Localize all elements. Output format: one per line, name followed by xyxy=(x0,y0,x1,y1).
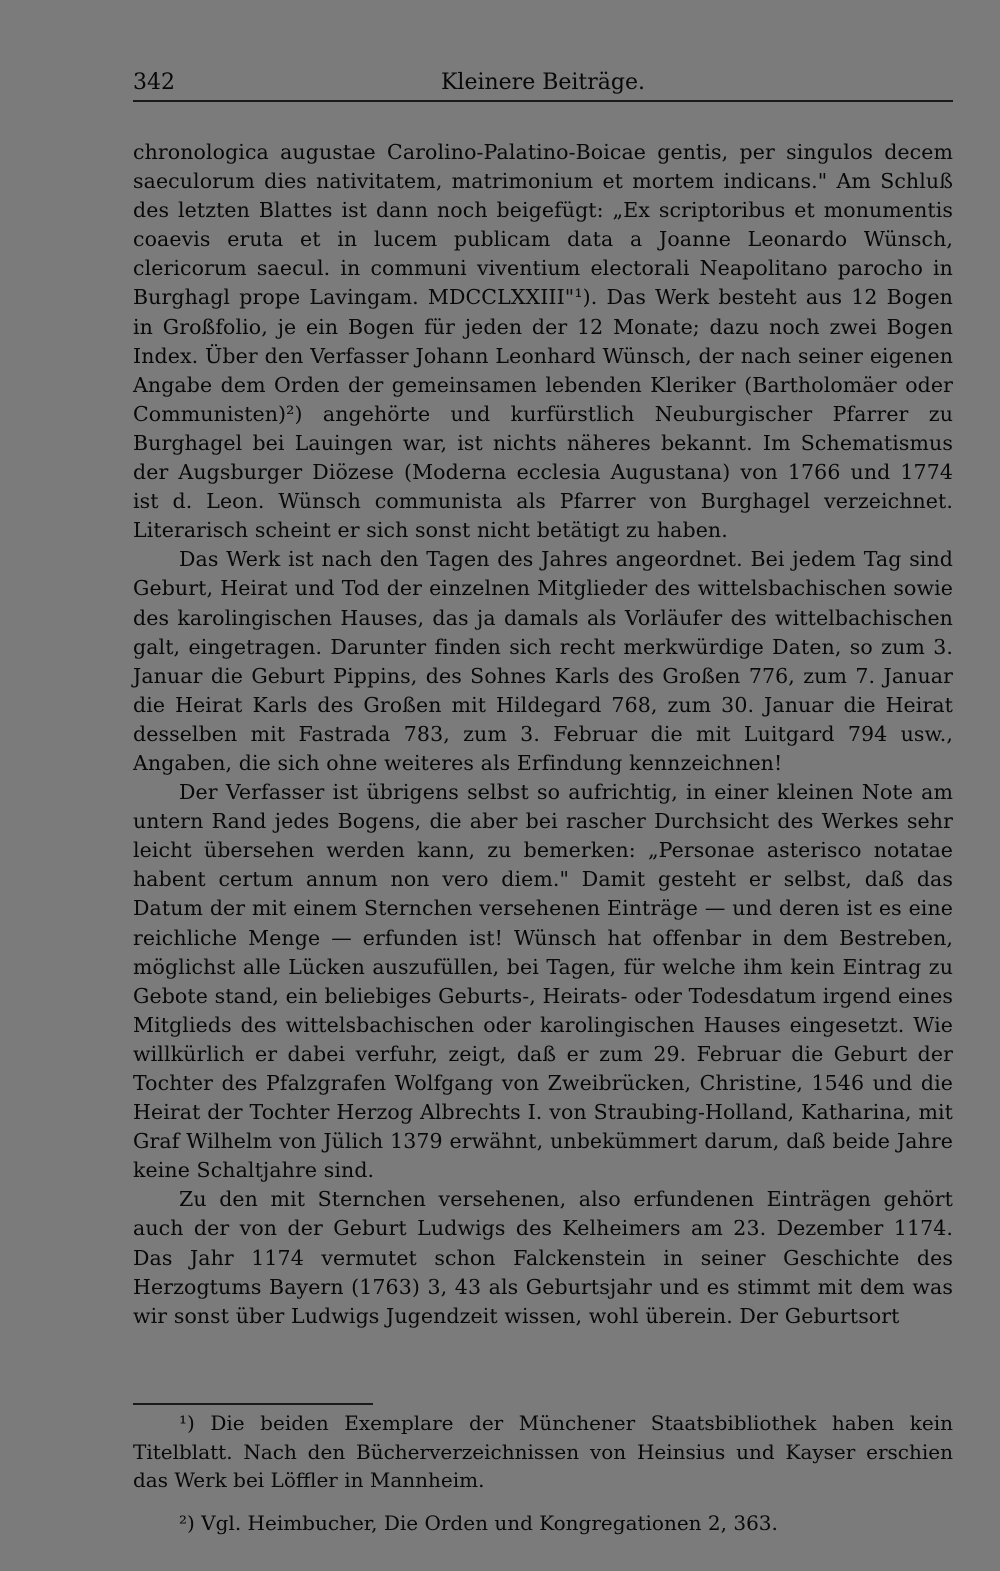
body-text xyxy=(133,138,953,1331)
page-number: 342 xyxy=(133,70,175,95)
paragraph: Der Verfasser ist übrigens selbst so aufrichtig, in einer kleinen Note am untern Rand jedes Bogens, die aber bei rascher Durchsicht des Werkes sehr leicht übersehen werden kann, zu bemerken: „Personae asterisco notatae habent certum annum non vero diem." Damit gesteht er selbst, daß das Datum der mit einem Sternchen versehenen Einträge — und deren ist es eine reichliche Menge — erfunden ist! Wünsch hat offenbar in dem Bestreben, möglichst alle Lücken auszufüllen, bei Tagen, für welche ihm kein Eintrag zu Gebote stand, ein beliebiges Geburts-, Heirats- oder Todesdatum irgend eines Mitglieds des wittelsbachischen oder karolingischen Hauses eingesetzt. Wie willkürlich er dabei verfuhr, zeigt, daß er zum 29. Februar die Geburt der Tochter des Pfalzgrafen Wolfgang von Zweibrücken, Christine, 1546 und die Heirat der Tochter Herzog Albrechts I. von Straubing-Holland, Katharina, mit Graf Wilhelm von Jülich 1379 erwähnt, unbekümmert darum, daß beide Jahre keine Schaltjahre sind. xyxy=(133,780,953,1183)
paragraph: Das Werk ist nach den Tagen des Jahres angeordnet. Bei jedem Tag sind Geburt, Heirat und Tod der einzelnen Mitglieder des wittelsbachischen sowie des karolingischen Hauses, das ja damals als Vorläufer des wittelbachischen galt, eingetragen. Darunter finden sich recht merkwürdige Daten, so zum 3. Januar die Geburt Pippins, des Sohnes Karls des Großen 776, zum 7. Januar die Heirat Karls des Großen mit Hildegard 768, zum 30. Januar die Heirat desselben mit Fastrada 783, zum 3. Februar die mit Luitgard 794 usw., Angaben, die sich ohne weiteres als Erfindung kennzeichnen! xyxy=(133,547,953,775)
running-title: Kleinere Beiträge. xyxy=(440,70,646,95)
footnote: ²) Vgl. Heimbucher, Die Orden und Kongregationen 2, 363. xyxy=(179,1510,778,1535)
paragraph: chronologica augustae Carolino-Palatino-Boicae gentis, per singulos decem saeculorum dies nativitatem, matrimonium et mortem indicans." Am Schluß des letzten Blattes ist dann noch beigefügt: „Ex scriptoribus et monumentis coaevis eruta et in lucem publicam data a Joanne Leonardo Wünsch, clericorum saecul. in communi viventium electorali Neapolitano parocho in Burghagl prope Lavingam. MDCCLXXIII"¹). Das Werk besteht aus 12 Bogen in Großfolio, je ein Bogen für jeden der 12 Monate; dazu noch zwei Bogen Index. Über den Verfasser Johann Leonhard Wünsch, der nach seiner eigenen Angabe dem Orden der gemeinsamen lebenden Kleriker (Bartholomäer oder Communisten)²) angehörte und kurfürstlich Neuburgischer Pfarrer zu Burghagel bei Lauingen war, ist nichts näheres bekannt. Im Schematismus der Augsburger Diözese (Moderna ecclesia Augustana) von 1766 und 1774 ist d. Leon. Wünsch communista als Pfarrer von Burghagel verzeichnet. Literarisch scheint er sich sonst nicht betätigt zu haben. xyxy=(133,140,953,543)
footnote-divider xyxy=(133,1403,373,1405)
page-header xyxy=(133,66,953,102)
footnote: ¹) Die beiden Exemplare der Münchener Staatsbibliothek haben kein Titelblatt. Nach den Bücherverzeichnissen von Heinsius und Kayser erschien das Werk bei Löffler in Mannheim. xyxy=(133,1411,953,1492)
footnotes xyxy=(133,1409,953,1537)
paragraph: Zu den mit Sternchen versehenen, also erfundenen Einträgen gehört auch der von der Geburt Ludwigs des Kelheimers am 23. Dezember 1174. Das Jahr 1174 vermutet schon Falckenstein in seiner Geschichte des Herzogtums Bayern (1763) 3, 43 als Geburtsjahr und es stimmt mit dem was wir sonst über Ludwigs Jugendzeit wissen, wohl überein. Der Geburtsort xyxy=(133,1187,953,1328)
